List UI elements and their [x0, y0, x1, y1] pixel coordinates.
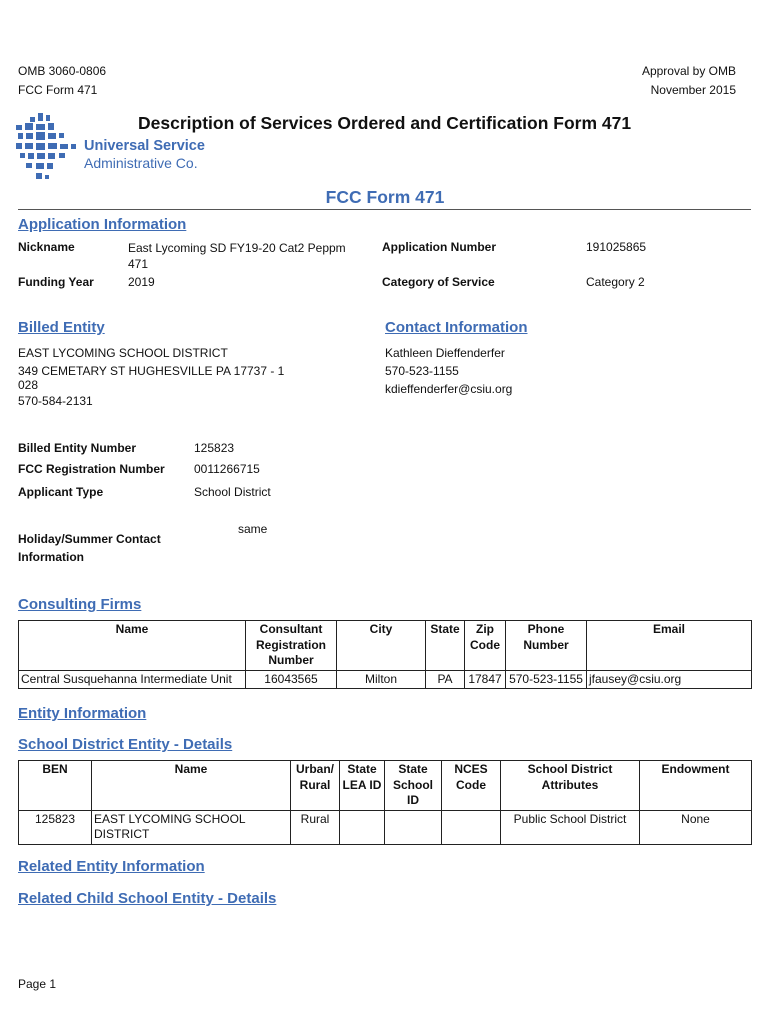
sd-cell-endowment: None	[640, 810, 752, 844]
ben-value: 125823	[194, 441, 235, 455]
sd-col-attributes: School District Attributes	[501, 761, 640, 811]
school-district-header-row	[19, 761, 752, 811]
funding-year-label: Funding Year	[18, 275, 94, 289]
applicant-type-value: School District	[194, 485, 271, 499]
consulting-cell-name: Central Susquehanna Intermediate Unit	[19, 670, 246, 689]
related-child-school-heading: Related Child School Entity - Details	[18, 890, 277, 907]
nickname-value-line-2: 471	[128, 257, 149, 271]
consulting-cell-phone: 570-523-1155	[506, 670, 587, 689]
billed-entity-name: EAST LYCOMING SCHOOL DISTRICT	[18, 346, 228, 360]
sd-col-name: Name	[92, 761, 291, 811]
applicant-type-label: Applicant Type	[18, 485, 104, 499]
sd-col-nces: NCES Code	[442, 761, 501, 811]
approval-text: Approval by OMB	[641, 64, 736, 78]
holiday-contact-label	[18, 530, 161, 566]
contact-phone: 570-523-1155	[385, 364, 459, 378]
billed-entity-address-line-2: 028	[18, 378, 39, 392]
funding-year-value: 2019	[128, 275, 155, 289]
table-row	[19, 810, 752, 844]
title-divider	[18, 209, 751, 210]
usac-logo-icon	[16, 113, 76, 185]
billed-entity-heading: Billed Entity	[18, 319, 105, 336]
category-value: Category 2	[586, 275, 645, 289]
consulting-cell-state: PA	[426, 670, 465, 689]
billed-entity-address-line-1: 349 CEMETARY ST HUGHESVILLE PA 17737 - 1	[18, 364, 285, 378]
omb-number: OMB 3060-0806	[18, 64, 107, 78]
application-information-heading: Application Information	[18, 216, 187, 233]
application-number-label: Application Number	[382, 240, 497, 254]
logo-line-2: Administrative Co.	[84, 155, 198, 171]
nickname-label: Nickname	[18, 240, 75, 254]
consulting-col-registration: Consultant Registration Number	[246, 621, 337, 671]
sd-col-endowment: Endowment	[640, 761, 752, 811]
contact-information-heading: Contact Information	[385, 319, 528, 336]
sd-cell-school-id	[385, 810, 442, 844]
table-row	[19, 670, 752, 689]
contact-details	[385, 344, 512, 398]
consulting-firms-heading: Consulting Firms	[18, 596, 142, 613]
consulting-col-zip: Zip Code	[465, 621, 506, 671]
nickname-value	[128, 240, 346, 272]
fcc-registration-label: FCC Registration Number	[18, 462, 165, 476]
sd-cell-nces	[442, 810, 501, 844]
entity-information-heading: Entity Information	[18, 705, 147, 722]
header-right	[642, 62, 736, 100]
consulting-cell-email[interactable]: jfausey@csiu.org	[587, 670, 752, 689]
consulting-firms-table	[18, 620, 752, 689]
sd-cell-name: EAST LYCOMING SCHOOL DISTRICT	[92, 810, 291, 844]
sd-col-urban-rural: Urban/ Rural	[291, 761, 340, 811]
school-district-details-heading: School District Entity - Details	[18, 736, 233, 753]
page-number: Page 1	[18, 977, 57, 991]
school-district-table	[18, 760, 752, 845]
consulting-col-email: Email	[587, 621, 752, 671]
consulting-col-phone: Phone Number	[506, 621, 587, 671]
consulting-col-name: Name	[19, 621, 246, 671]
sd-col-ben: BEN	[19, 761, 92, 811]
consulting-cell-city: Milton	[337, 670, 426, 689]
contact-email[interactable]: kdieffenderfer@csiu.org	[385, 382, 513, 396]
holiday-contact-label-line-2: Information	[18, 550, 84, 564]
form-subtitle: FCC Form 471	[325, 187, 445, 207]
logo-line-1: Universal Service	[84, 138, 205, 154]
approval-date: November 2015	[650, 83, 736, 97]
form-number: FCC Form 471	[18, 83, 98, 97]
consulting-col-state: State	[426, 621, 465, 671]
sd-cell-lea-id	[340, 810, 385, 844]
nickname-value-line-1: East Lycoming SD FY19-20 Cat2 Peppm	[128, 241, 346, 255]
ben-label: Billed Entity Number	[18, 441, 137, 455]
fcc-registration-value: 0011266715	[194, 462, 260, 476]
sd-col-lea-id: State LEA ID	[340, 761, 385, 811]
sd-cell-attributes: Public School District	[501, 810, 640, 844]
billed-entity-address	[18, 344, 284, 409]
category-label: Category of Service	[382, 275, 495, 289]
consulting-col-city: City	[337, 621, 426, 671]
header-left	[18, 62, 106, 100]
billed-entity-phone: 570-584-2131	[18, 394, 93, 408]
sd-cell-urban-rural: Rural	[291, 810, 340, 844]
consulting-header-row	[19, 621, 752, 671]
holiday-contact-label-line-1: Holiday/Summer Contact	[18, 532, 161, 546]
contact-name: Kathleen Dieffenderfer	[385, 346, 505, 360]
sd-cell-ben: 125823	[19, 810, 92, 844]
related-entity-heading: Related Entity Information	[18, 858, 205, 875]
consulting-cell-zip: 17847	[465, 670, 506, 689]
page-title: Description of Services Ordered and Certification Form 471	[138, 113, 632, 133]
sd-col-school-id: State School ID	[385, 761, 442, 811]
application-number-value: 191025865	[586, 240, 647, 254]
consulting-cell-registration: 16043565	[246, 670, 337, 689]
holiday-contact-value: same	[238, 522, 268, 536]
